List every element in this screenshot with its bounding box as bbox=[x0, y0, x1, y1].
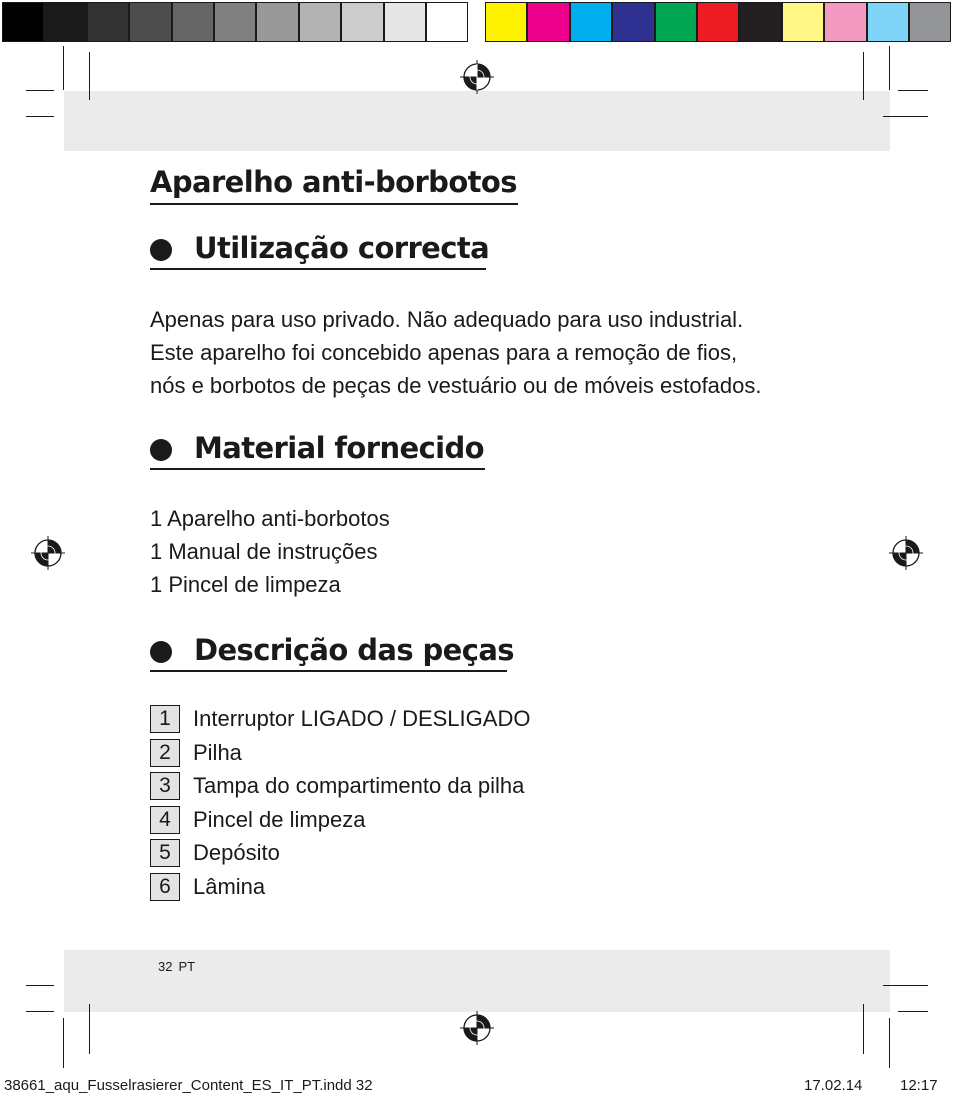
part-number-box: 2 bbox=[150, 739, 180, 767]
heading-underline bbox=[150, 468, 485, 470]
list-item: 1 Aparelho anti-borbotos bbox=[150, 506, 390, 531]
part-number-box: 3 bbox=[150, 772, 180, 800]
intended-use-paragraph bbox=[150, 303, 762, 402]
part-label: Depósito bbox=[193, 840, 280, 865]
section-title: Utilização correcta bbox=[194, 231, 490, 265]
bullet-icon bbox=[150, 439, 172, 461]
registration-mark-icon bbox=[460, 60, 494, 94]
part-label: Pilha bbox=[193, 739, 242, 765]
gray-swatch bbox=[299, 2, 341, 42]
gray-swatch bbox=[87, 2, 129, 42]
gray-swatch bbox=[214, 2, 256, 42]
part-number-box: 1 bbox=[150, 705, 180, 733]
part-label: Pincel de limpeza bbox=[193, 806, 366, 832]
registration-mark-icon bbox=[31, 536, 65, 570]
page-footer bbox=[158, 959, 201, 974]
text-line: Este aparelho foi concebido apenas para a remoção de fios, bbox=[150, 340, 738, 365]
text-line: Apenas para uso privado. Não adequado para uso industrial. bbox=[150, 307, 744, 332]
color-swatch bbox=[612, 2, 654, 42]
gray-swatch bbox=[129, 2, 171, 42]
color-swatch bbox=[527, 2, 569, 42]
color-swatch bbox=[485, 2, 527, 42]
slug-time: 12:17 bbox=[900, 1077, 938, 1094]
list-item: 1 Pincel de limpeza bbox=[150, 572, 341, 597]
part-number-box: 5 bbox=[150, 839, 180, 867]
language-code: PT bbox=[178, 959, 196, 974]
header-band bbox=[64, 91, 890, 151]
part-number-box: 6 bbox=[150, 873, 180, 901]
gray-swatch bbox=[2, 2, 44, 42]
page-number: 32 bbox=[158, 959, 173, 974]
color-swatch bbox=[867, 2, 909, 42]
part-label: Lâmina bbox=[193, 873, 266, 899]
heading-underline bbox=[150, 670, 507, 672]
color-swatch bbox=[655, 2, 697, 42]
part-number-box: 4 bbox=[150, 806, 180, 834]
file-slug: 38661_aqu_Fusselrasierer_Content_ES_IT_PT.indd 32 bbox=[4, 1077, 373, 1094]
color-swatch bbox=[824, 2, 866, 42]
color-calibration-bar bbox=[0, 0, 954, 46]
color-swatch bbox=[782, 2, 824, 42]
gray-swatch bbox=[341, 2, 383, 42]
gray-swatch bbox=[384, 2, 426, 42]
list-item: 1 Manual de instruções bbox=[150, 539, 378, 564]
bullet-icon bbox=[150, 239, 172, 261]
title-underline bbox=[150, 203, 518, 205]
section-title: Descrição das peças bbox=[194, 633, 514, 667]
page-title: Aparelho anti-borbotos bbox=[150, 165, 517, 199]
slug-date: 17.02.14 bbox=[804, 1077, 863, 1094]
gray-swatch bbox=[426, 2, 468, 42]
color-swatch bbox=[739, 2, 781, 42]
gray-swatch bbox=[44, 2, 86, 42]
text-line: nós e borbotos de peças de vestuário ou de móveis estofados. bbox=[150, 373, 762, 398]
supplied-items-list bbox=[150, 502, 390, 601]
color-swatch bbox=[570, 2, 612, 42]
gray-swatch bbox=[172, 2, 214, 42]
part-label: Interruptor LIGADO / DESLIGADO bbox=[193, 706, 531, 731]
registration-mark-icon bbox=[889, 536, 923, 570]
part-label: Tampa do compartimento da pilha bbox=[193, 773, 525, 798]
color-swatch bbox=[909, 2, 951, 42]
bullet-icon bbox=[150, 641, 172, 663]
color-swatch bbox=[697, 2, 739, 42]
heading-underline bbox=[150, 268, 486, 270]
registration-mark-icon bbox=[460, 1011, 494, 1045]
section-title: Material fornecido bbox=[194, 431, 484, 465]
gray-swatch bbox=[256, 2, 298, 42]
